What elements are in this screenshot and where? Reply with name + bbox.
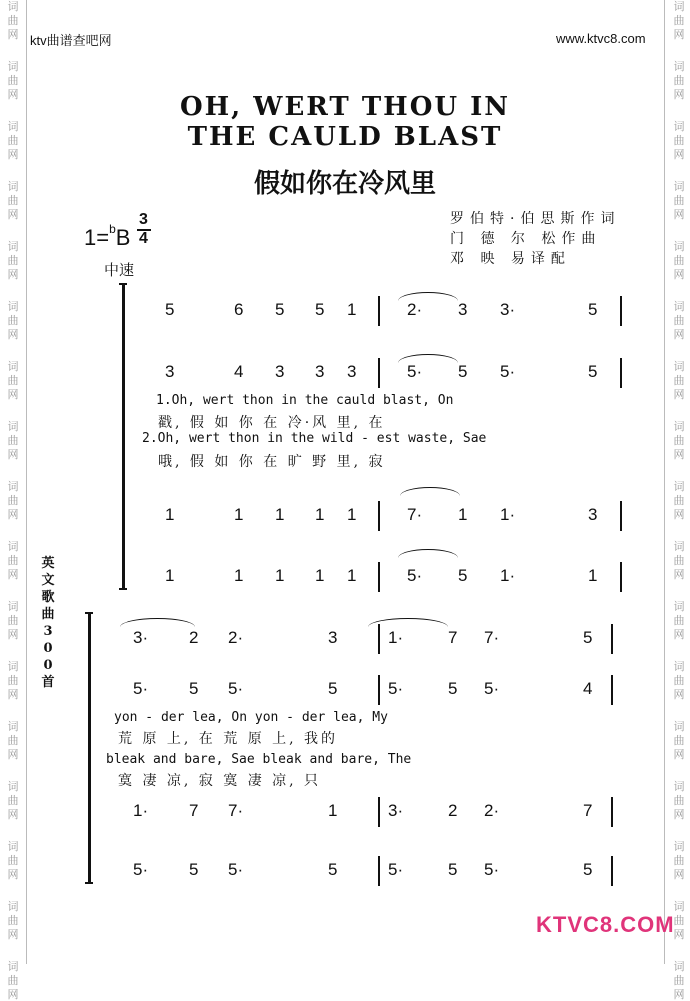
watermark-char: 曲 (7, 734, 19, 747)
bar-line (611, 624, 613, 654)
watermark-char: 网 (7, 268, 19, 281)
note: 5 (328, 679, 338, 698)
note: 7 (189, 801, 199, 820)
note: 1· (500, 566, 516, 585)
credit-composer: 门 德 尔 松作曲 (450, 231, 602, 247)
note: 4 (583, 679, 593, 698)
note: 3 (588, 505, 598, 524)
watermark-char: 词 (7, 840, 19, 853)
watermark-char: 词 (673, 780, 685, 793)
site-logo[interactable]: KTVC8.COM (536, 912, 675, 937)
watermark-char: 曲 (673, 314, 685, 327)
watermark-char: 网 (673, 88, 685, 101)
watermark-char: 词 (673, 240, 685, 253)
note: 5· (388, 679, 404, 698)
slur (400, 487, 460, 496)
note: 3· (500, 300, 516, 319)
watermark-char: 词 (7, 420, 19, 433)
bracket-cap (85, 882, 93, 884)
watermark-char: 词 (7, 60, 19, 73)
bar-line (378, 296, 380, 326)
watermark-char: 曲 (673, 194, 685, 207)
note: 3 (315, 362, 325, 381)
watermark-char: 网 (7, 568, 19, 581)
watermark-char: 曲 (673, 554, 685, 567)
watermark-char: 网 (673, 808, 685, 821)
watermark-char: 网 (673, 568, 685, 581)
time-sig-top: 3 (139, 211, 148, 228)
watermark-char: 网 (673, 388, 685, 401)
bar-line (378, 856, 380, 886)
credit-translator: 邓 映 易译配 (450, 251, 571, 267)
side-book-char: 0 (43, 641, 53, 656)
note: 1 (588, 566, 598, 585)
watermark-char: 网 (7, 688, 19, 701)
watermark-char: 词 (673, 120, 685, 133)
watermark-char: 曲 (7, 974, 19, 987)
watermark-char: 词 (7, 0, 19, 13)
lyric-verse1-en-cont: yon - der lea, On yon - der lea, My (114, 710, 388, 725)
watermark-char: 曲 (7, 854, 19, 867)
slur (398, 549, 458, 558)
side-book-char: 3 (43, 624, 53, 639)
watermark-char: 网 (7, 328, 19, 341)
lyric-verse2-cn-cont: 寞 凄 凉, 寂 寞 凄 凉, 只 (118, 773, 322, 789)
watermark-char: 曲 (673, 854, 685, 867)
note: 1 (458, 505, 468, 524)
watermark-char: 词 (673, 960, 685, 973)
watermark-char: 词 (673, 840, 685, 853)
watermark-char: 网 (673, 268, 685, 281)
note: 2 (189, 628, 199, 647)
watermark-char: 曲 (7, 434, 19, 447)
watermark-char: 曲 (673, 254, 685, 267)
note: 7 (448, 628, 458, 647)
bar-line (378, 501, 380, 531)
watermark-char: 曲 (673, 794, 685, 807)
note: 1 (165, 566, 175, 585)
bar-line (620, 296, 622, 326)
watermark-char: 曲 (673, 134, 685, 147)
key-signature (84, 222, 130, 251)
watermark-char: 曲 (673, 974, 685, 987)
note: 5 (448, 860, 458, 879)
watermark-char: 网 (673, 748, 685, 761)
watermark-char: 曲 (673, 74, 685, 87)
note: 1 (234, 566, 244, 585)
side-book-char: 0 (43, 658, 53, 673)
bar-line (378, 358, 380, 388)
note: 5 (583, 628, 593, 647)
bar-line (620, 562, 622, 592)
bracket-cap (119, 283, 127, 285)
watermark-char: 曲 (7, 194, 19, 207)
watermark-char: 网 (7, 448, 19, 461)
watermark-char: 网 (7, 988, 19, 1001)
bracket-cap (119, 588, 127, 590)
watermark-char: 词 (673, 360, 685, 373)
watermark-char: 网 (673, 928, 685, 941)
note: 7· (484, 628, 500, 647)
note: 3 (458, 300, 468, 319)
watermark-char: 曲 (673, 374, 685, 387)
watermark-char: 词 (673, 600, 685, 613)
title-english-line1: OH, WERT THOU IN (179, 92, 511, 122)
title-chinese: 假如你在冷风里 (253, 169, 436, 199)
note: 3· (388, 801, 404, 820)
lyric-verse1-cn-cont: 荒 原 上, 在 荒 原 上, 我的 (118, 731, 339, 747)
note: 5· (500, 362, 516, 381)
watermark-char: 词 (673, 300, 685, 313)
bar-line (611, 675, 613, 705)
slur (368, 618, 448, 627)
note: 5 (458, 566, 468, 585)
bar-line (611, 856, 613, 886)
note: 5· (484, 679, 500, 698)
key-flat: b (109, 222, 116, 236)
watermark-char: 网 (673, 28, 685, 41)
watermark-char: 网 (673, 448, 685, 461)
side-book-char: 歌 (41, 590, 55, 605)
watermark-char: 曲 (7, 554, 19, 567)
watermark-char: 词 (673, 480, 685, 493)
watermark-char: 词 (7, 720, 19, 733)
watermark-char: 曲 (7, 494, 19, 507)
watermark-char: 网 (673, 148, 685, 161)
watermark-char: 词 (7, 780, 19, 793)
watermark-char: 网 (7, 148, 19, 161)
watermark-char: 词 (673, 900, 685, 913)
watermark-char: 曲 (673, 914, 685, 927)
bar-line (378, 797, 380, 827)
watermark-char: 词 (673, 660, 685, 673)
note: 5 (328, 860, 338, 879)
note: 3 (328, 628, 338, 647)
note: 4 (234, 362, 244, 381)
note: 7 (583, 801, 593, 820)
note: 2 (448, 801, 458, 820)
note: 5· (484, 860, 500, 879)
watermark-char: 网 (7, 508, 19, 521)
note: 5 (189, 679, 199, 698)
watermark-char: 曲 (673, 494, 685, 507)
note: 5· (133, 679, 149, 698)
watermark-char: 词 (7, 480, 19, 493)
watermark-char: 词 (7, 660, 19, 673)
note: 7· (228, 801, 244, 820)
watermark-char: 网 (7, 628, 19, 641)
note: 5 (275, 300, 285, 319)
watermark-char: 词 (673, 420, 685, 433)
watermark-char: 曲 (673, 14, 685, 27)
note: 2· (484, 801, 500, 820)
watermark-char: 曲 (7, 74, 19, 87)
side-book-char: 文 (41, 573, 55, 588)
note: 5 (588, 362, 598, 381)
watermark-char: 网 (7, 88, 19, 101)
watermark-char: 曲 (673, 734, 685, 747)
note: 5· (228, 860, 244, 879)
watermark-char: 词 (7, 960, 19, 973)
note: 1· (133, 801, 149, 820)
tempo-marking: 中速 (104, 261, 135, 279)
watermark-char: 词 (7, 540, 19, 553)
note: 3· (133, 628, 149, 647)
note: 5 (165, 300, 175, 319)
note: 5· (407, 362, 423, 381)
watermark-char: 曲 (673, 614, 685, 627)
watermark-char: 网 (7, 868, 19, 881)
slur (398, 292, 458, 301)
watermark-char: 词 (7, 120, 19, 133)
watermark-char: 网 (673, 328, 685, 341)
side-book-label (40, 555, 56, 691)
note: 5· (388, 860, 404, 879)
note: 1 (347, 505, 357, 524)
note: 5 (315, 300, 325, 319)
site-url-right[interactable]: www.ktvc8.com (556, 31, 646, 46)
note: 1 (234, 505, 244, 524)
lyric-verse2-en-cont: bleak and bare, Sae bleak and bare, The (106, 752, 412, 767)
watermark-char: 词 (7, 180, 19, 193)
watermark-char: 网 (7, 748, 19, 761)
note: 3 (275, 362, 285, 381)
system-bracket-2 (88, 612, 91, 884)
note: 1 (347, 300, 357, 319)
note: 1 (315, 505, 325, 524)
watermark-char: 网 (673, 868, 685, 881)
watermark-char: 曲 (7, 134, 19, 147)
watermark-char: 网 (673, 988, 685, 1001)
note: 3 (165, 362, 175, 381)
note: 5 (189, 860, 199, 879)
note: 5· (228, 679, 244, 698)
site-name-left[interactable]: ktv曲谱查吧网 (30, 33, 112, 48)
watermark-char: 词 (673, 540, 685, 553)
note: 6 (234, 300, 244, 319)
lyric-verse2-en: 2.Oh, wert thon in the wild - est waste, Sae (142, 431, 487, 446)
lyric-verse1-cn: 戳, 假 如 你 在 冷·风 里, 在 (158, 415, 386, 431)
side-book-char: 英 (41, 556, 55, 571)
credit-lyricist: 罗伯特·伯思斯作词 (450, 211, 621, 227)
side-book-char: 首 (41, 675, 55, 690)
lyric-verse1-en: 1.Oh, wert thon in the cauld blast, On (156, 393, 454, 408)
note: 1 (275, 566, 285, 585)
note: 5 (583, 860, 593, 879)
watermark-char: 曲 (7, 794, 19, 807)
watermark-char: 曲 (7, 14, 19, 27)
note: 5· (407, 566, 423, 585)
note: 7· (407, 505, 423, 524)
note: 1· (500, 505, 516, 524)
bar-line (378, 675, 380, 705)
watermark-char: 词 (673, 0, 685, 13)
watermark-char: 网 (7, 928, 19, 941)
watermark-char: 词 (673, 720, 685, 733)
note: 5 (448, 679, 458, 698)
lyric-verse2-cn: 哦, 假 如 你 在 旷 野 里, 寂 (158, 454, 386, 470)
note: 5 (458, 362, 468, 381)
bar-line (620, 358, 622, 388)
bar-line (620, 501, 622, 531)
note: 1 (275, 505, 285, 524)
watermark-char: 曲 (7, 314, 19, 327)
watermark-char: 曲 (673, 674, 685, 687)
watermark-char: 网 (673, 208, 685, 221)
watermark-char: 词 (7, 300, 19, 313)
bracket-cap (85, 612, 93, 614)
note: 5· (133, 860, 149, 879)
note: 1 (315, 566, 325, 585)
watermark-char: 曲 (7, 914, 19, 927)
bar-line (378, 624, 380, 654)
watermark-char: 词 (673, 180, 685, 193)
note: 1 (165, 505, 175, 524)
watermark-char: 网 (673, 628, 685, 641)
watermark-char: 词 (7, 240, 19, 253)
note: 3 (347, 362, 357, 381)
key-prefix: 1= (84, 225, 110, 250)
watermark-char: 曲 (7, 614, 19, 627)
note: 2· (228, 628, 244, 647)
watermark-char: 词 (673, 60, 685, 73)
watermark-char: 词 (7, 360, 19, 373)
system-bracket-1 (122, 283, 125, 590)
watermark-char: 网 (673, 508, 685, 521)
watermark-char: 词 (7, 600, 19, 613)
title-english-line2: THE CAULD BLAST (187, 122, 503, 152)
bar-line (611, 797, 613, 827)
note: 1 (347, 566, 357, 585)
watermark-char: 曲 (7, 374, 19, 387)
slur (120, 618, 195, 627)
note: 1 (328, 801, 338, 820)
slur (398, 354, 458, 363)
watermark-char: 词 (7, 900, 19, 913)
side-book-char: 曲 (41, 607, 55, 622)
watermark-char: 网 (673, 688, 685, 701)
note: 2· (407, 300, 423, 319)
watermark-char: 曲 (7, 254, 19, 267)
note: 1· (388, 628, 404, 647)
time-sig-bottom: 4 (139, 230, 148, 247)
note: 5 (588, 300, 598, 319)
bar-line (378, 562, 380, 592)
watermark-char: 曲 (673, 434, 685, 447)
watermark-char: 网 (7, 28, 19, 41)
watermark-char: 网 (7, 208, 19, 221)
watermark-char: 曲 (7, 674, 19, 687)
watermark-char: 网 (7, 808, 19, 821)
watermark-char: 网 (7, 388, 19, 401)
key-note: B (115, 225, 131, 250)
